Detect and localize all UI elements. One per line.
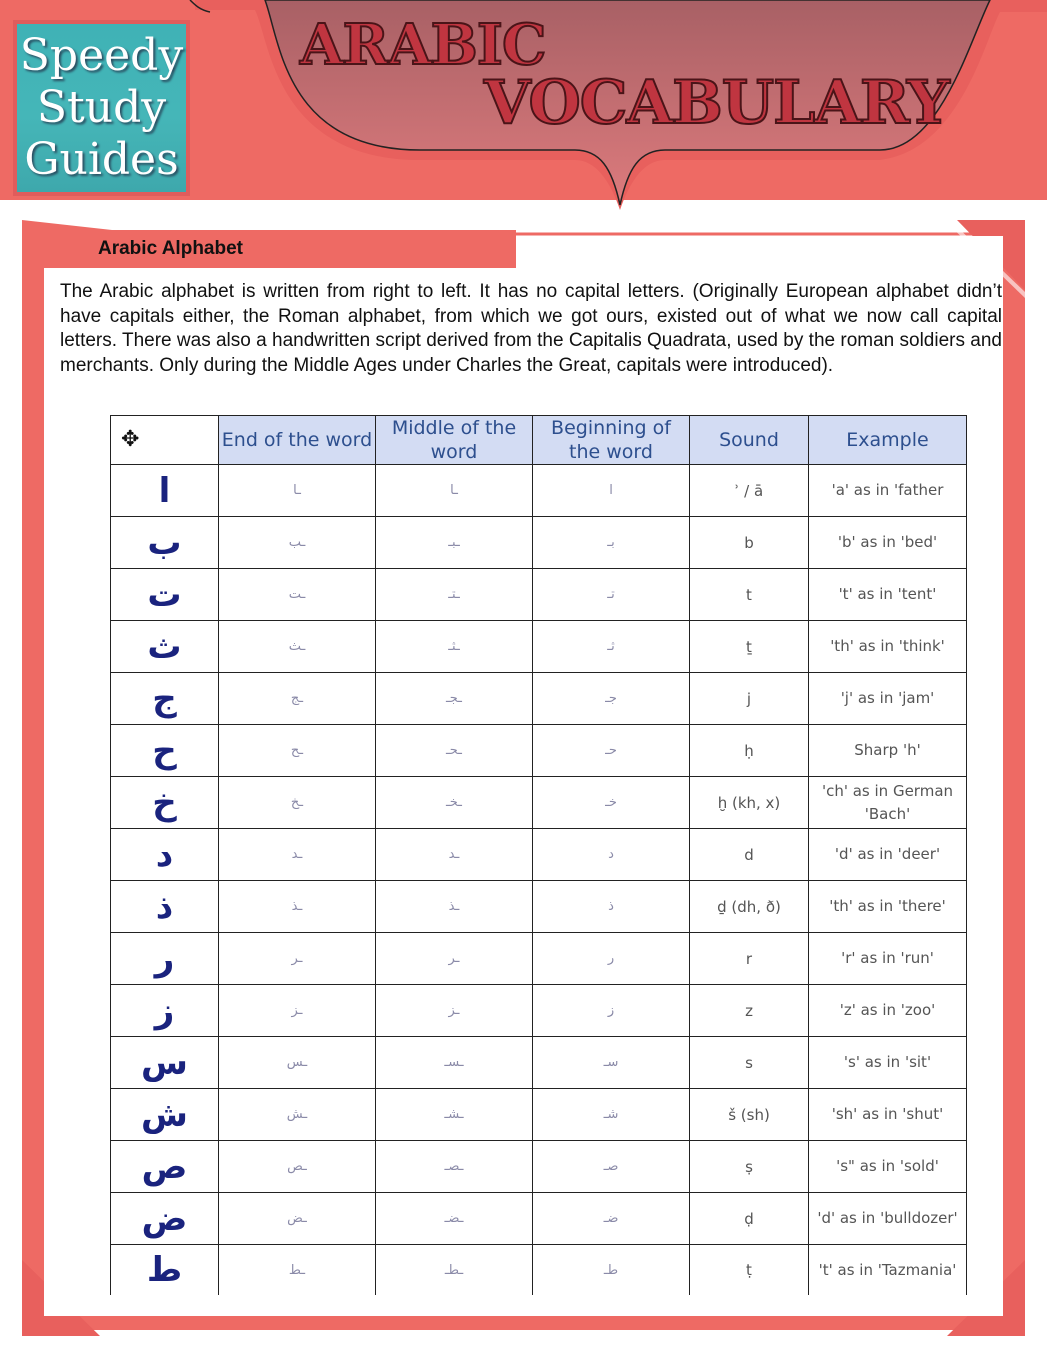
table-row xyxy=(111,1089,967,1141)
beginning-form: سـ xyxy=(533,1037,690,1089)
end-form: ـج xyxy=(219,673,376,725)
end-form: ـت xyxy=(219,569,376,621)
example-cell: 'th' as in 'there' xyxy=(809,881,967,933)
end-form: ـذ xyxy=(219,881,376,933)
sound-cell: ḥ xyxy=(690,725,809,777)
sound-cell: r xyxy=(690,933,809,985)
middle-form: ـضـ xyxy=(376,1193,533,1245)
arabic-letter: ج xyxy=(111,673,219,725)
arabic-letter: ب xyxy=(111,517,219,569)
table-row xyxy=(111,1193,967,1245)
table-row xyxy=(111,569,967,621)
header-sound: Sound xyxy=(690,416,809,465)
sound-cell: d xyxy=(690,829,809,881)
table-row xyxy=(111,829,967,881)
sound-cell: j xyxy=(690,673,809,725)
table-row xyxy=(111,1141,967,1193)
beginning-form: ر xyxy=(533,933,690,985)
sound-cell: ṣ xyxy=(690,1141,809,1193)
beginning-form: تـ xyxy=(533,569,690,621)
sound-cell: t xyxy=(690,569,809,621)
arabic-letter: ت xyxy=(111,569,219,621)
table-body xyxy=(111,465,967,1296)
arabic-letter: ث xyxy=(111,621,219,673)
end-form: ـص xyxy=(219,1141,376,1193)
example-cell: 'th' as in 'think' xyxy=(809,621,967,673)
example-cell: 's" as in 'sold' xyxy=(809,1141,967,1193)
beginning-form: بـ xyxy=(533,517,690,569)
table-row xyxy=(111,621,967,673)
end-form: ـب xyxy=(219,517,376,569)
middle-form: ـصـ xyxy=(376,1141,533,1193)
beginning-form: جـ xyxy=(533,673,690,725)
move-handle-icon[interactable]: ✥ xyxy=(111,416,219,465)
middle-form: ـسـ xyxy=(376,1037,533,1089)
example-cell: 'a' as in 'father xyxy=(809,465,967,517)
example-cell: 'd' as in 'deer' xyxy=(809,829,967,881)
end-form: ـا xyxy=(219,465,376,517)
table-row xyxy=(111,1245,967,1296)
arabic-letter: ا xyxy=(111,465,219,517)
title-line-2: VOCABULARY xyxy=(484,68,949,138)
example-cell: 'z' as in 'zoo' xyxy=(809,985,967,1037)
end-form: ـز xyxy=(219,985,376,1037)
sound-cell: s xyxy=(690,1037,809,1089)
arabic-alphabet-table xyxy=(110,415,967,1295)
middle-form: ـبـ xyxy=(376,517,533,569)
sound-cell: ʾ / ā xyxy=(690,465,809,517)
beginning-form: ثـ xyxy=(533,621,690,673)
end-form: ـح xyxy=(219,725,376,777)
middle-form: ـذ xyxy=(376,881,533,933)
table-row xyxy=(111,985,967,1037)
sound-cell: ḫ (kh, x) xyxy=(690,777,809,829)
arabic-letter: ز xyxy=(111,985,219,1037)
end-form: ـض xyxy=(219,1193,376,1245)
example-cell: Sharp 'h' xyxy=(809,725,967,777)
example-cell: 'r' as in 'run' xyxy=(809,933,967,985)
table-row xyxy=(111,725,967,777)
table-row xyxy=(111,673,967,725)
sound-cell: š (sh) xyxy=(690,1089,809,1141)
end-form: ـخ xyxy=(219,777,376,829)
table-row xyxy=(111,517,967,569)
middle-form: ـجـ xyxy=(376,673,533,725)
example-cell: 's' as in 'sit' xyxy=(809,1037,967,1089)
middle-form: ـز xyxy=(376,985,533,1037)
table-row xyxy=(111,777,967,829)
table-row xyxy=(111,465,967,517)
example-cell: 't' as in 'tent' xyxy=(809,569,967,621)
middle-form: ـا xyxy=(376,465,533,517)
middle-form: ـر xyxy=(376,933,533,985)
middle-form: ـشـ xyxy=(376,1089,533,1141)
table-row xyxy=(111,1037,967,1089)
table-row xyxy=(111,933,967,985)
logo-line-3: Guides xyxy=(24,134,179,185)
end-form: ـس xyxy=(219,1037,376,1089)
middle-form: ـتـ xyxy=(376,569,533,621)
end-form: ـث xyxy=(219,621,376,673)
sound-cell: ṯ xyxy=(690,621,809,673)
page-header xyxy=(0,0,1047,210)
arabic-letter: ر xyxy=(111,933,219,985)
logo-line-2: Study xyxy=(36,82,167,133)
intro-paragraph: The Arabic alphabet is written from right to left. It has no capital letters. (Originally European alphabet didn’t have capitals either, the Roman alphabet, from which we got ours, existed out of what we now call capital letters. There was also a handwritten script derived from the Capitalis Quadrata, used by the roman soldiers and merchants. Only during the Middle Ages under Charles the Great, capitals were introduced). xyxy=(60,281,1002,376)
example-cell: 'j' as in 'jam' xyxy=(809,673,967,725)
beginning-form: خـ xyxy=(533,777,690,829)
beginning-form: صـ xyxy=(533,1141,690,1193)
beginning-form: حـ xyxy=(533,725,690,777)
beginning-form: د xyxy=(533,829,690,881)
arabic-letter: ص xyxy=(111,1141,219,1193)
example-cell: 'ch' as in German 'Bach' xyxy=(809,777,967,829)
beginning-form: ا xyxy=(533,465,690,517)
sound-cell: b xyxy=(690,517,809,569)
middle-form: ـد xyxy=(376,829,533,881)
arabic-letter: د xyxy=(111,829,219,881)
middle-form: ـثـ xyxy=(376,621,533,673)
sound-cell: z xyxy=(690,985,809,1037)
speedy-study-guides-logo xyxy=(13,20,190,196)
sound-cell: ḏ (dh, ð) xyxy=(690,881,809,933)
arabic-letter: ح xyxy=(111,725,219,777)
middle-form: ـطـ xyxy=(376,1245,533,1296)
beginning-form: شـ xyxy=(533,1089,690,1141)
arabic-letter: ذ xyxy=(111,881,219,933)
end-form: ـد xyxy=(219,829,376,881)
arabic-letter: ض xyxy=(111,1193,219,1245)
table-header-row xyxy=(111,416,967,465)
logo-line-1: Speedy xyxy=(19,30,184,81)
title-line-1: ARABIC xyxy=(300,12,546,78)
arabic-letter: س xyxy=(111,1037,219,1089)
header-example: Example xyxy=(809,416,967,465)
example-cell: 't' as in 'Tazmania' xyxy=(809,1245,967,1296)
example-cell: 'sh' as in 'shut' xyxy=(809,1089,967,1141)
example-cell: 'd' as in 'bulldozer' xyxy=(809,1193,967,1245)
middle-form: ـخـ xyxy=(376,777,533,829)
header-beginning-of-word: Beginning of the word xyxy=(533,416,690,465)
sound-cell: ḍ xyxy=(690,1193,809,1245)
sound-cell: ṭ xyxy=(690,1245,809,1296)
arabic-letter: ش xyxy=(111,1089,219,1141)
arabic-letter: ط xyxy=(111,1245,219,1296)
table-row xyxy=(111,881,967,933)
beginning-form: ذ xyxy=(533,881,690,933)
section-title: Arabic Alphabet xyxy=(98,238,243,259)
arabic-letter: خ xyxy=(111,777,219,829)
end-form: ـر xyxy=(219,933,376,985)
beginning-form: ضـ xyxy=(533,1193,690,1245)
header-end-of-word: End of the word xyxy=(219,416,376,465)
header-middle-of-word: Middle of the word xyxy=(376,416,533,465)
end-form: ـش xyxy=(219,1089,376,1141)
middle-form: ـحـ xyxy=(376,725,533,777)
end-form: ـط xyxy=(219,1245,376,1296)
beginning-form: طـ xyxy=(533,1245,690,1296)
beginning-form: ز xyxy=(533,985,690,1037)
example-cell: 'b' as in 'bed' xyxy=(809,517,967,569)
